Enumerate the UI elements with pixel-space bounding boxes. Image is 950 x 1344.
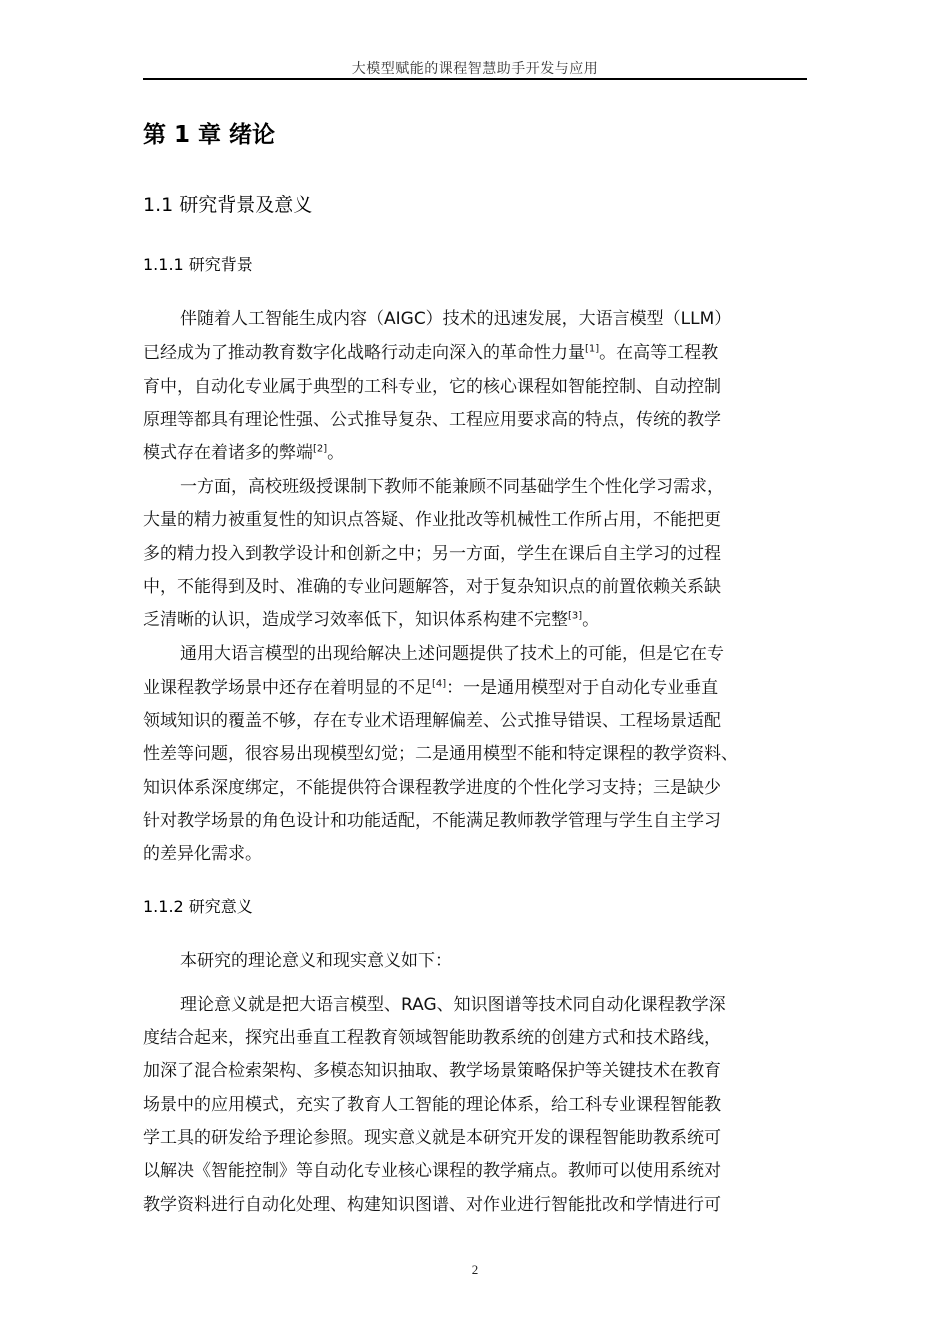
- citation: [2]: [313, 443, 328, 455]
- citation: [4]: [432, 678, 447, 690]
- text-line: 育中，自动化专业属于典型的工科专业，它的核心课程如智能控制、自动控制: [143, 377, 721, 397]
- text-line: 伴随着人工智能生成内容（AIGC）技术的迅速发展，大语言模型（LLM）: [180, 309, 732, 329]
- text-line: 加深了混合检索架构、多模态知识抽取、教学场景策略保护等关键技术在教育: [143, 1061, 721, 1081]
- text-line: 领域知识的覆盖不够，存在专业术语理解偏差、公式推导错误、工程场景适配: [143, 711, 721, 731]
- text-line: [143, 673, 718, 703]
- text-line: 本研究的理论意义和现实意义如下：: [180, 951, 452, 971]
- citation: [1]: [585, 343, 600, 355]
- text-line: 大量的精力被重复性的知识点答疑、作业批改等机械性工作所占用，不能把更: [143, 510, 721, 530]
- text-line: 度结合起来，探究出垂直工程教育领域智能助教系统的创建方式和技术路线，: [143, 1028, 721, 1048]
- text-line: 原理等都具有理论性强、公式推导复杂、工程应用要求高的特点，传统的教学: [143, 410, 721, 430]
- text-line: 理论意义就是把大语言模型、RAG、知识图谱等技术同自动化课程教学深: [180, 995, 726, 1015]
- citation: [3]: [568, 610, 583, 622]
- text-line: 以解决《智能控制》等自动化专业核心课程的教学痛点。教师可以使用系统对: [143, 1161, 721, 1181]
- text-line: 一方面，高校班级授课制下教师不能兼顾不同基础学生个性化学习需求，: [180, 477, 724, 497]
- text-run: 模式存在着诸多的弊端: [143, 443, 313, 463]
- chapter-title: 第 1 章 绪论: [143, 122, 276, 148]
- header-divider: [143, 78, 807, 80]
- text-line: 通用大语言模型的出现给解决上述问题提供了技术上的可能，但是它在专: [180, 644, 724, 664]
- text-line: 多的精力投入到教学设计和创新之中；另一方面，学生在课后自主学习的过程: [143, 544, 721, 564]
- text-run: 。: [582, 610, 600, 630]
- text-run: 业课程教学场景中还存在着明显的不足: [143, 678, 432, 698]
- text-line: 知识体系深度绑定，不能提供符合课程教学进度的个性化学习支持；三是缺少: [143, 778, 721, 798]
- text-line: 的差异化需求。: [143, 844, 262, 864]
- text-line: [143, 338, 718, 368]
- text-line: 学工具的研发给予理论参照。现实意义就是本研究开发的课程智能助教系统可: [143, 1128, 721, 1148]
- text-run: ：一是通用模型对于自动化专业垂直: [446, 678, 719, 698]
- text-run: 。在高等工程教: [599, 343, 719, 363]
- subsection-title-background: 1.1.1 研究背景: [143, 255, 253, 274]
- text-run: 已经成为了推动教育数字化战略行动走向深入的革命性力量: [143, 343, 585, 363]
- text-line: [143, 438, 344, 468]
- text-line: 针对教学场景的角色设计和功能适配，不能满足教师教学管理与学生自主学习: [143, 811, 721, 831]
- text-line: [143, 605, 599, 635]
- page-number: 2: [471, 1262, 479, 1277]
- text-run: 乏清晰的认识，造成学习效率低下，知识体系构建不完整: [143, 610, 568, 630]
- text-line: 性差等问题，很容易出现模型幻觉；二是通用模型不能和特定课程的教学资料、: [143, 744, 738, 764]
- text-line: 教学资料进行自动化处理、构建知识图谱、对作业进行智能批改和学情进行可: [143, 1195, 721, 1215]
- subsection-title-significance: 1.1.2 研究意义: [143, 897, 253, 916]
- text-line: 场景中的应用模式，充实了教育人工智能的理论体系，给工科专业课程智能教: [143, 1095, 721, 1115]
- text-run: 。: [327, 443, 345, 463]
- running-title: 大模型赋能的课程智慧助手开发与应用: [351, 61, 599, 77]
- text-line: 中，不能得到及时、准确的专业问题解答，对于复杂知识点的前置依赖关系缺: [143, 577, 721, 597]
- section-title: 1.1 研究背景及意义: [143, 194, 313, 216]
